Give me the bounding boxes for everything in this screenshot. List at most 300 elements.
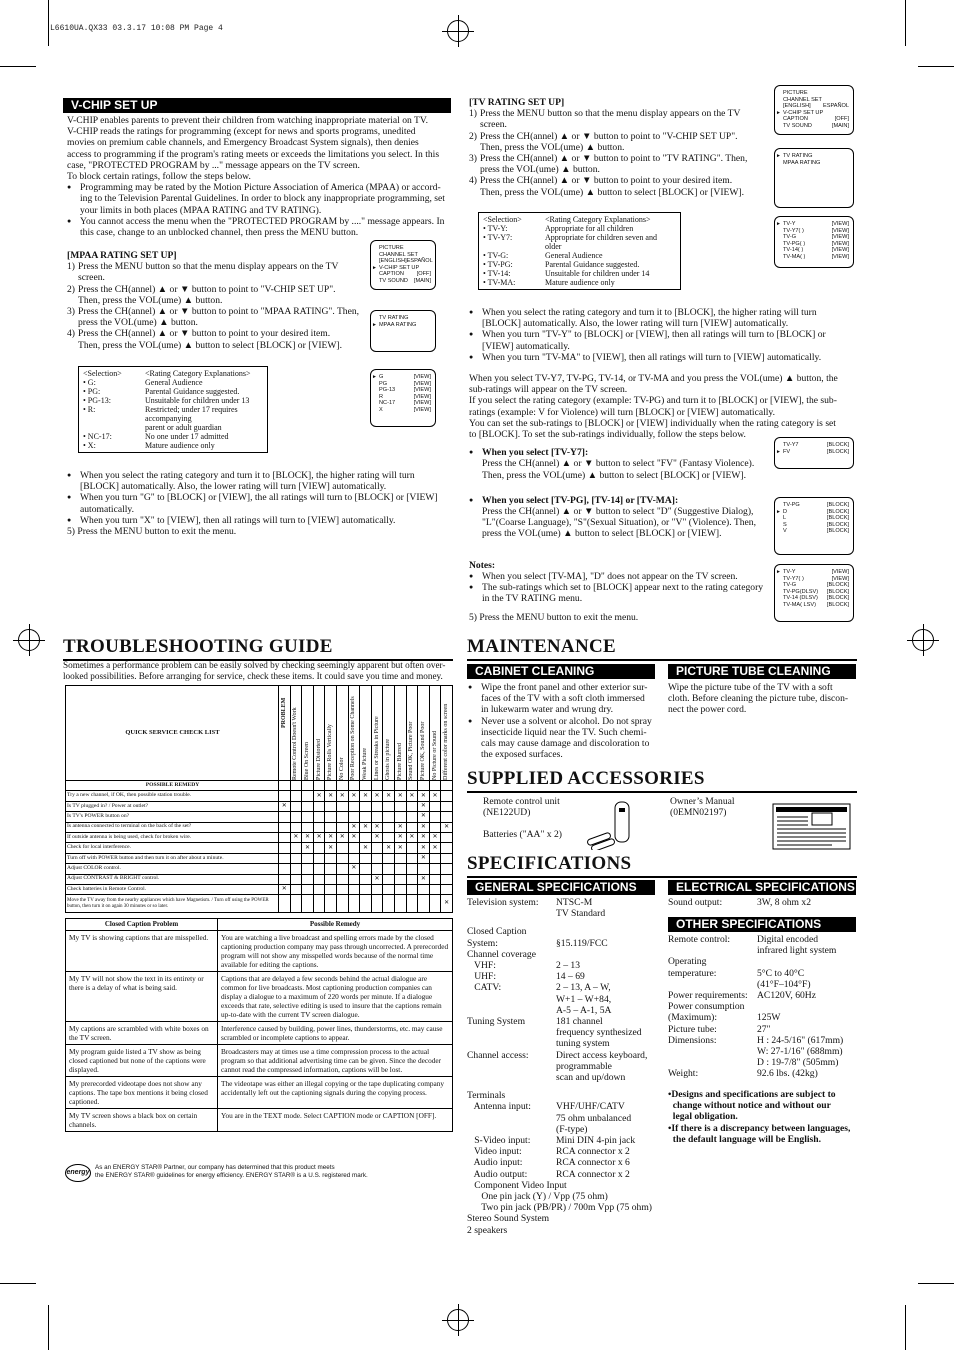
general-specs xyxy=(467,897,667,1236)
spec-row xyxy=(467,994,667,1005)
check-cell xyxy=(313,781,325,791)
menu-label: ► TV RATING xyxy=(783,153,813,159)
menu-label: TV SOUND xyxy=(783,122,812,129)
spec-label: Audio input: xyxy=(467,1157,523,1169)
check-cell xyxy=(325,853,337,863)
menu-label: R xyxy=(379,393,384,400)
menu-item xyxy=(379,322,431,329)
spec-label xyxy=(467,1005,556,1016)
rating-code xyxy=(483,242,545,251)
menu-label: TV-Y7( ) xyxy=(783,575,804,582)
spec-value: RCA connector x 6 xyxy=(556,1157,630,1169)
spec-label xyxy=(467,1027,556,1038)
text-line: ● When you select the rating category and turn it to [BLOCK], the higher rating will turn xyxy=(80,470,415,481)
step-text xyxy=(480,153,747,175)
check-mark: ✕ xyxy=(371,832,383,842)
menu-item xyxy=(379,258,431,265)
check-mark: ✕ xyxy=(441,895,453,913)
check-cell xyxy=(406,884,418,894)
spec-row xyxy=(467,971,667,982)
menu-y7 xyxy=(774,437,854,469)
spec-label xyxy=(668,1057,757,1068)
check-cell xyxy=(290,822,302,832)
spec-value: 5°C to 40°C xyxy=(757,967,805,979)
problem-label: PROBLEM xyxy=(280,697,287,728)
check-cell xyxy=(383,832,395,842)
file-header: L6610UA.QX33 03.3.17 10:08 PM Page 4 xyxy=(50,24,223,33)
text-line: [BLOCK] automatically. Also, the lower rating will turn [VIEW] automatically. xyxy=(482,318,789,330)
menu-item xyxy=(783,110,849,117)
check-cell xyxy=(441,832,453,842)
problem-column xyxy=(290,686,302,781)
check-cell xyxy=(406,781,418,791)
check-cell xyxy=(290,843,302,853)
menu-label: ► FV xyxy=(783,448,791,455)
menu-label: PICTURE xyxy=(783,90,808,96)
check-mark: ✕ xyxy=(418,832,430,842)
spec-row xyxy=(668,990,858,1001)
spec-label: Tuning System xyxy=(467,1016,526,1028)
menu-item xyxy=(783,90,849,97)
spec-row xyxy=(467,960,667,971)
menu-label: TV SOUND xyxy=(379,277,408,284)
check-mark: ✕ xyxy=(418,801,430,811)
rating-code: • X: xyxy=(83,441,96,450)
closed-caption-table xyxy=(65,918,453,1132)
step-text xyxy=(78,284,336,306)
spec-row xyxy=(668,979,858,990)
menu-rating xyxy=(370,310,436,352)
check-mark: ✕ xyxy=(279,801,291,811)
text-line: sub-ratings will appear on the TV screen. xyxy=(469,384,628,396)
problem-name: Sound OK, Picture Poor xyxy=(408,721,415,780)
spec-label xyxy=(467,994,556,1005)
mpaa-rating-table xyxy=(78,366,268,453)
step-text xyxy=(480,131,738,153)
check-cell xyxy=(360,781,372,791)
menu-item xyxy=(783,589,849,596)
spec-row xyxy=(467,949,667,960)
remedy-text: Check for local interference. xyxy=(66,843,279,853)
check-cell xyxy=(279,874,291,884)
menu-value: [BLOCK] xyxy=(826,521,849,528)
bullet-item xyxy=(67,515,452,526)
check-cell xyxy=(394,801,406,811)
menu-label: CAPTION xyxy=(783,116,808,123)
problem-name: Ghosts in picture xyxy=(385,739,392,780)
check-cell xyxy=(302,781,314,791)
spec-row xyxy=(467,1202,667,1213)
check-cell xyxy=(441,864,453,874)
check-cell xyxy=(394,812,406,822)
problem-label-cell xyxy=(279,686,291,781)
crop-mark xyxy=(918,1283,954,1284)
table-row xyxy=(483,260,676,269)
spec-value: tuning system xyxy=(556,1038,610,1050)
check-mark: ✕ xyxy=(290,832,302,842)
check-mark: ✕ xyxy=(360,843,372,853)
crop-mark xyxy=(0,1283,36,1284)
check-cell xyxy=(348,843,360,853)
spec-value: 27" xyxy=(757,1023,771,1035)
registration-mark xyxy=(447,1309,469,1331)
spec-row xyxy=(668,934,858,945)
menu-item xyxy=(783,160,849,167)
spec-row xyxy=(467,1146,667,1157)
check-mark: ✕ xyxy=(418,874,430,884)
menu-value: [BLOCK] xyxy=(826,442,849,448)
check-mark: ✕ xyxy=(348,822,360,832)
problem-column xyxy=(418,686,430,781)
spec-value: 75 ohm unbalanced xyxy=(556,1112,632,1124)
menu-item xyxy=(783,234,849,241)
possible-remedy-heading: POSSIBLE REMEDY xyxy=(66,781,279,791)
table-row xyxy=(83,441,263,450)
specifications-title: SPECIFICATIONS xyxy=(467,853,857,878)
menu-label: TV-PG( ) xyxy=(783,240,806,247)
menu-label: TV-Y7( ) xyxy=(783,227,804,234)
check-cell xyxy=(290,895,302,913)
menu-tv xyxy=(774,216,854,268)
step-item xyxy=(469,153,769,175)
table-row xyxy=(83,405,263,414)
check-cell xyxy=(313,812,325,822)
spec-label: System: xyxy=(467,937,498,949)
spec-value: 181 channel xyxy=(556,1016,603,1028)
spec-value: Mini DIN 4-pin jack xyxy=(556,1135,636,1147)
text-line: ● The sub-ratings which set to [BLOCK] appear next to the rating category xyxy=(482,582,764,594)
problem-column xyxy=(313,686,325,781)
table-row xyxy=(483,242,676,251)
check-cell xyxy=(418,781,430,791)
check-cell xyxy=(383,864,395,874)
check-cell xyxy=(302,801,314,811)
check-mark: ✕ xyxy=(371,791,383,801)
menu-value: [VIEW] xyxy=(831,234,849,241)
check-cell xyxy=(406,853,418,863)
menu-label: L xyxy=(783,515,787,522)
menu-label: PG-13 xyxy=(379,387,396,394)
spec-value: 3W, 8 ohm x2 xyxy=(757,897,812,908)
spec-label: Picture tube: xyxy=(668,1023,717,1035)
spec-value: A-5 – A-1, 5A xyxy=(556,1004,612,1016)
text-line: If you select the rating category (example: TV-PG) and turn it to [BLOCK] or [VIEW], the sub- xyxy=(469,395,837,407)
check-cell xyxy=(429,781,441,791)
rating-explanation: accompanying xyxy=(145,414,192,423)
crop-mark xyxy=(905,1305,906,1350)
check-cell xyxy=(290,812,302,822)
check-cell xyxy=(336,884,348,894)
menu-value: [VIEW] xyxy=(413,380,431,387)
check-cell xyxy=(360,853,372,863)
vchip-section xyxy=(63,98,451,113)
text-line: ● Never use a solvent or alcohol. Do not spray xyxy=(481,715,652,727)
vchip-text xyxy=(67,115,457,238)
spec-label xyxy=(467,1113,556,1124)
spec-row xyxy=(668,1001,858,1012)
step-text xyxy=(480,108,740,130)
spec-label: VHF: xyxy=(467,960,496,972)
check-cell xyxy=(429,822,441,832)
menu-value: [BLOCK] xyxy=(826,502,849,508)
registration-mark xyxy=(912,629,934,651)
step-text xyxy=(78,306,359,328)
troubleshooting-intro: Sometimes a performance problem can be easily solved by checking seemingly apparent but often over- looked possibilities. Before arranging for service, check these items. It could save you time and money. xyxy=(63,660,446,682)
remote-battery-illustration xyxy=(585,800,640,850)
check-cell xyxy=(302,812,314,822)
check-mark: ✕ xyxy=(302,832,314,842)
electrical-specs-title: ELECTRICAL SPECIFICATIONS xyxy=(668,880,856,895)
menu-main xyxy=(370,240,436,290)
check-cell xyxy=(348,874,360,884)
problem-name: No Picture or Sound xyxy=(431,730,438,780)
rating-explanation: Parental Guidance suggested. xyxy=(545,260,640,269)
table-row xyxy=(83,423,263,432)
rating-code: • TV-Y: xyxy=(483,224,508,233)
menu-label: X xyxy=(379,406,383,413)
spec-label: Weight: xyxy=(668,1068,699,1080)
spec-row xyxy=(467,1180,667,1191)
problem-column xyxy=(348,686,360,781)
cc-remedy: Broadcasters may at times use a time compression process to the actual program so that additional advertising time can be given. Since the decoder cannot read the compressed information, captions will be lost. xyxy=(218,1045,453,1077)
check-cell xyxy=(302,822,314,832)
check-cell xyxy=(290,781,302,791)
check-cell xyxy=(325,781,337,791)
check-mark: ✕ xyxy=(394,843,406,853)
spec-row xyxy=(467,908,667,919)
registration-mark xyxy=(447,20,469,42)
cc-problem: My captions are scrambled with white boxes on the TV screen. xyxy=(66,1022,218,1045)
menu-item xyxy=(783,153,849,160)
menu-value: [BLOCK] xyxy=(826,595,849,602)
spec-value: AC120V, 60Hz xyxy=(757,990,816,1002)
check-cell xyxy=(279,832,291,842)
spec-label: Remote control: xyxy=(668,934,731,945)
spec-row xyxy=(467,1050,667,1061)
spec-label xyxy=(467,1061,556,1072)
check-mark: ✕ xyxy=(406,791,418,801)
menu-value: [BLOCK] xyxy=(826,528,849,535)
spec-label xyxy=(467,1038,556,1049)
remedy-text: Is antenna connected to terminal on the back of the set? xyxy=(66,822,279,832)
problem-column xyxy=(371,686,383,781)
check-cell xyxy=(313,801,325,811)
menu-label: ► V-CHIP SET UP xyxy=(379,264,420,271)
menu-label: [ENGLISH] xyxy=(783,103,811,110)
text-line: Then, press the VOL(ume) ▲ button to select [BLOCK] or [VIEW]. xyxy=(480,186,745,198)
bullet-item: ● You cannot access the menu when the "PROTECTED PROGRAM by ...." message appears. In this case, change to an unblocked channel, then press the MENU button. xyxy=(67,216,457,238)
check-cell xyxy=(394,874,406,884)
table-header xyxy=(83,369,263,378)
text-line: When you select TV-Y7, TV-PG, TV-14, or TV-MA and you press the VOL(ume) ▲ button, the xyxy=(469,373,838,385)
menu-item xyxy=(783,228,849,235)
table-row xyxy=(83,414,263,423)
check-cell xyxy=(406,895,418,913)
rating-code xyxy=(83,414,145,423)
step-number: 2) xyxy=(469,130,477,142)
menu-label: TV-PG(DLSV) xyxy=(783,588,819,595)
check-cell xyxy=(441,781,453,791)
check-mark: ✕ xyxy=(429,843,441,853)
check-mark: ✕ xyxy=(418,843,430,853)
cc-header-problem: Closed Caption Problem xyxy=(66,919,218,931)
check-cell xyxy=(279,895,291,913)
menu-label: ► D xyxy=(783,508,788,515)
menu-label: TV-PG xyxy=(783,502,800,508)
spec-value: Direct access keyboard, xyxy=(556,1049,648,1061)
check-cell xyxy=(313,895,325,913)
rating-explanation: No one under 17 admitted xyxy=(145,432,229,441)
spec-label: Closed Caption xyxy=(467,926,527,938)
crop-mark xyxy=(905,0,906,46)
menu-value: [BLOCK] xyxy=(826,601,849,608)
spec-value: (41°F–104°F) xyxy=(757,978,811,990)
menu-item xyxy=(783,254,849,261)
header-cell: <Selection> xyxy=(483,215,522,224)
spec-label xyxy=(467,1083,556,1090)
spec-label: 2 speakers xyxy=(467,1224,508,1236)
menu-value: [VIEW] xyxy=(413,374,431,380)
menu-item xyxy=(783,449,849,456)
bullet-item xyxy=(469,352,854,363)
text-line: screen. xyxy=(480,119,507,131)
registration-mark xyxy=(18,629,40,651)
spec-row xyxy=(668,1068,858,1079)
check-mark: ✕ xyxy=(313,791,325,801)
text-line: case, "PROTECTED PROGRAM by ..." message appears on the TV screen. xyxy=(67,159,360,171)
check-cell xyxy=(383,853,395,863)
spec-row xyxy=(467,926,667,937)
header-cell: <Rating Category Explanations> xyxy=(545,215,651,224)
spec-row xyxy=(467,897,667,908)
cc-problem: My TV is showing captions that are misspelled. xyxy=(66,931,218,972)
menu-label: NC-17 xyxy=(379,400,396,407)
check-cell xyxy=(394,781,406,791)
general-specs-title: GENERAL SPECIFICATIONS xyxy=(467,880,655,895)
spec-value: W: 27-1/16" (688mm) xyxy=(757,1046,843,1058)
check-cell xyxy=(406,812,418,822)
spec-label: Power requirements: xyxy=(668,990,748,1002)
menu-value: [BLOCK] xyxy=(826,588,849,595)
check-mark: ✕ xyxy=(383,843,395,853)
mpaa-steps xyxy=(67,250,367,351)
menu-item xyxy=(379,271,431,278)
check-cell xyxy=(302,791,314,801)
spec-label: Antenna input: xyxy=(467,1101,531,1113)
check-cell xyxy=(302,895,314,913)
spec-value: 2 – 13, A – W, xyxy=(556,982,611,994)
problem-column xyxy=(360,686,372,781)
check-cell xyxy=(290,791,302,801)
spec-label xyxy=(467,908,556,919)
rating-explanation: older xyxy=(545,242,562,251)
crop-mark xyxy=(918,66,954,67)
remedy-text: If outside antenna is being used, check for broken wire. xyxy=(66,832,279,842)
check-mark: ✕ xyxy=(325,843,337,853)
check-cell xyxy=(302,864,314,874)
check-cell xyxy=(418,884,430,894)
spec-row xyxy=(467,1061,667,1072)
bullet-item xyxy=(468,716,658,761)
step-item xyxy=(469,108,769,130)
check-cell xyxy=(325,895,337,913)
menu-label: PG xyxy=(379,380,388,387)
cc-remedy: You are in the TEXT mode. Select CAPTION mode or CAPTION [OFF]. xyxy=(218,1109,453,1132)
crop-mark xyxy=(48,0,49,46)
table-header xyxy=(483,215,676,224)
check-cell xyxy=(325,874,337,884)
text-line: press the VOL(ume) ▲ button. xyxy=(480,164,600,176)
check-cell xyxy=(383,781,395,791)
check-cell xyxy=(348,812,360,822)
check-cell xyxy=(383,884,395,894)
rating-explanation: General Audience xyxy=(145,378,203,387)
rating-code: • PG-13: xyxy=(83,396,111,405)
problem-name: Picture Distorted xyxy=(315,739,322,780)
text-line: to [BLOCK]. To set the sub-ratings individually, follow the steps below. xyxy=(469,429,746,441)
battery-icon xyxy=(587,832,612,846)
spec-label: Television system: xyxy=(467,897,539,908)
rating-code: • NC-17: xyxy=(83,432,112,441)
menu-label: TV-MA( ) xyxy=(783,253,806,260)
check-cell xyxy=(336,895,348,913)
remedy-text: Check batteries in Remote Control. xyxy=(66,884,279,894)
bullet-item: ● Programming may be rated by the Motion Picture Association of America (MPAA) or accord- ing to the Television Parental Guidelines. In order to block any inappropriate programming, set your limits in both places (MPAA RATING and TV RATING). xyxy=(67,182,457,216)
menu-label: TV-14 (DLSV) xyxy=(783,595,818,602)
check-cell xyxy=(336,853,348,863)
rating-explanation: Unsuitable for children under 13 xyxy=(145,396,250,405)
check-cell xyxy=(325,822,337,832)
electrical-specs xyxy=(668,897,858,908)
menu-item xyxy=(379,407,431,414)
check-cell xyxy=(441,812,453,822)
table-row xyxy=(83,378,263,387)
menu-label: TV-G xyxy=(783,582,797,589)
spec-row xyxy=(467,1191,667,1202)
spec-label: S-Video input: xyxy=(467,1135,531,1147)
problem-name: Picture Blurred xyxy=(396,743,403,780)
check-cell xyxy=(313,843,325,853)
text-line: ● When you select [TV-MA], "D" does not appear on the TV screen. xyxy=(482,570,738,582)
rating-explanation: Appropriate for all children xyxy=(545,224,634,233)
problem-column xyxy=(302,686,314,781)
menu-label: TV-Y7 xyxy=(783,442,799,448)
check-cell xyxy=(279,781,291,791)
notes-title: Notes: xyxy=(469,559,496,571)
menu-item xyxy=(379,315,431,322)
check-cell xyxy=(336,822,348,832)
problem-name: Remote Control Doesn't Work xyxy=(292,707,299,780)
spec-label: UHF: xyxy=(467,971,497,983)
check-cell xyxy=(371,895,383,913)
batteries-label: Batteries ("AA" x 2) xyxy=(483,829,562,840)
menu-item xyxy=(783,247,849,254)
check-cell xyxy=(371,864,383,874)
crop-mark xyxy=(48,1305,49,1350)
menu-value: [VIEW] xyxy=(831,569,849,575)
accessories-title: SUPPLIED ACCESSORIES xyxy=(467,768,857,793)
menu-label: PICTURE xyxy=(379,245,404,251)
spec-value: H : 24-5/16" (617mm) xyxy=(757,1034,844,1046)
problem-column xyxy=(429,686,441,781)
check-cell xyxy=(336,781,348,791)
text-line: [VIEW] automatically. xyxy=(482,340,570,352)
check-cell xyxy=(336,843,348,853)
check-list-title: QUICK SERVICE CHECK LIST xyxy=(125,729,220,737)
check-cell xyxy=(441,874,453,884)
check-cell xyxy=(336,812,348,822)
check-cell xyxy=(348,895,360,913)
